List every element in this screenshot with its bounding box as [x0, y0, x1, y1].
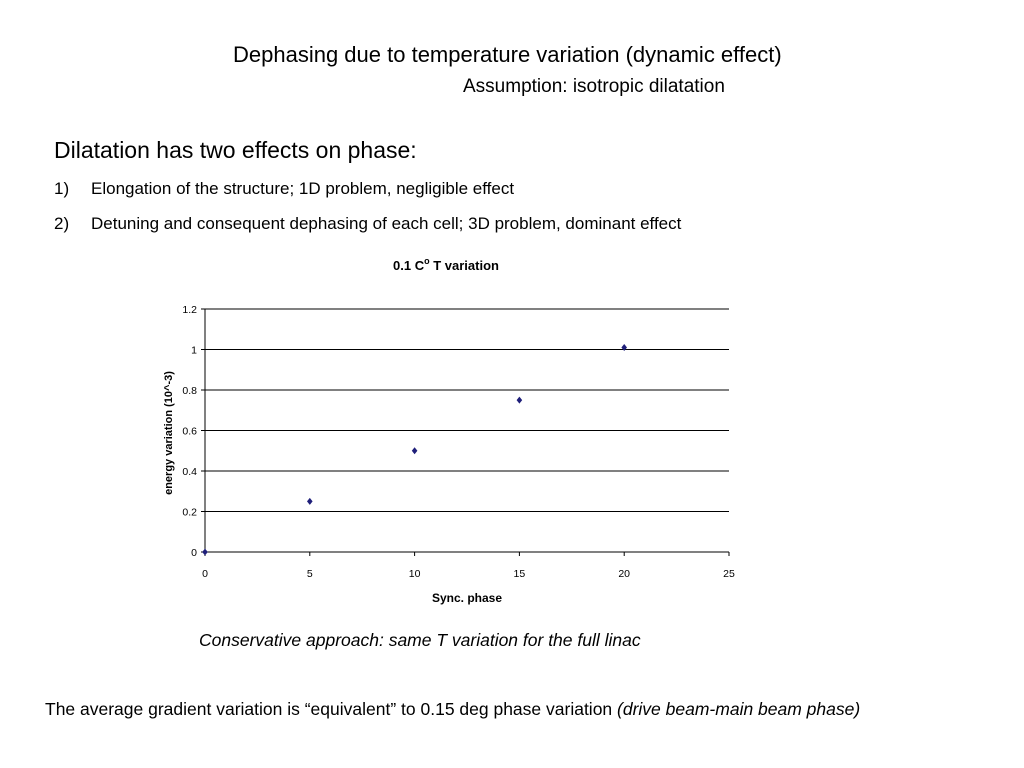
- y-tick-label: 0.2: [182, 506, 197, 519]
- slide-subtitle: Assumption: isotropic dilatation: [463, 76, 725, 97]
- data-point-marker: [517, 397, 523, 404]
- y-tick-label: 0.6: [182, 425, 197, 438]
- x-tick-label: 0: [202, 568, 208, 580]
- x-tick-label: 5: [306, 568, 313, 580]
- chart-title: 0.1 $C^o$ T variation: [393, 256, 499, 273]
- x-tick-label: 20: [618, 568, 631, 580]
- y-tick-label: 0: [191, 547, 197, 559]
- bottom-statement-main: The average gradient variation is “equivalent” to 0.15 deg phase variation: [45, 699, 618, 719]
- y-tick-label: 0.4: [182, 466, 197, 478]
- y-tick-label: 1.2: [182, 304, 197, 316]
- chart-points: [202, 344, 627, 556]
- y-tick-label: 0.8: [182, 385, 197, 397]
- slide-title: Dephasing due to temperature variation (dynamic effect): [233, 42, 782, 67]
- chart-gridlines: [205, 309, 729, 512]
- list-item-text: Detuning and consequent dephasing of each cell; 3D problem, dominant effect: [91, 214, 682, 233]
- list-item-number: 1): [54, 179, 70, 198]
- list-item-text: Elongation of the structure; 1D problem, negligible effect: [91, 179, 515, 198]
- x-tick-label: 15: [513, 568, 526, 580]
- data-point-marker: [307, 498, 313, 505]
- chart-ticks: [182, 304, 735, 580]
- x-axis-label: Sync. phase: [431, 591, 503, 605]
- x-tick-label: 10: [408, 568, 421, 580]
- y-axis-label: energy variation (10^-3): [163, 371, 175, 495]
- list-item-number: 2): [54, 214, 70, 233]
- data-point-marker: [202, 549, 208, 556]
- y-tick-label: 1: [191, 344, 197, 357]
- bottom-statement-italic: (drive beam-main beam phase): [617, 699, 861, 719]
- conservative-note: Conservative approach: same T variation for the full linac: [199, 630, 641, 650]
- x-tick-label: 25: [723, 568, 735, 580]
- bottom-statement: [45, 699, 860, 720]
- data-point-marker: [412, 447, 418, 454]
- intro-text: Dilatation has two effects on phase:: [54, 137, 417, 163]
